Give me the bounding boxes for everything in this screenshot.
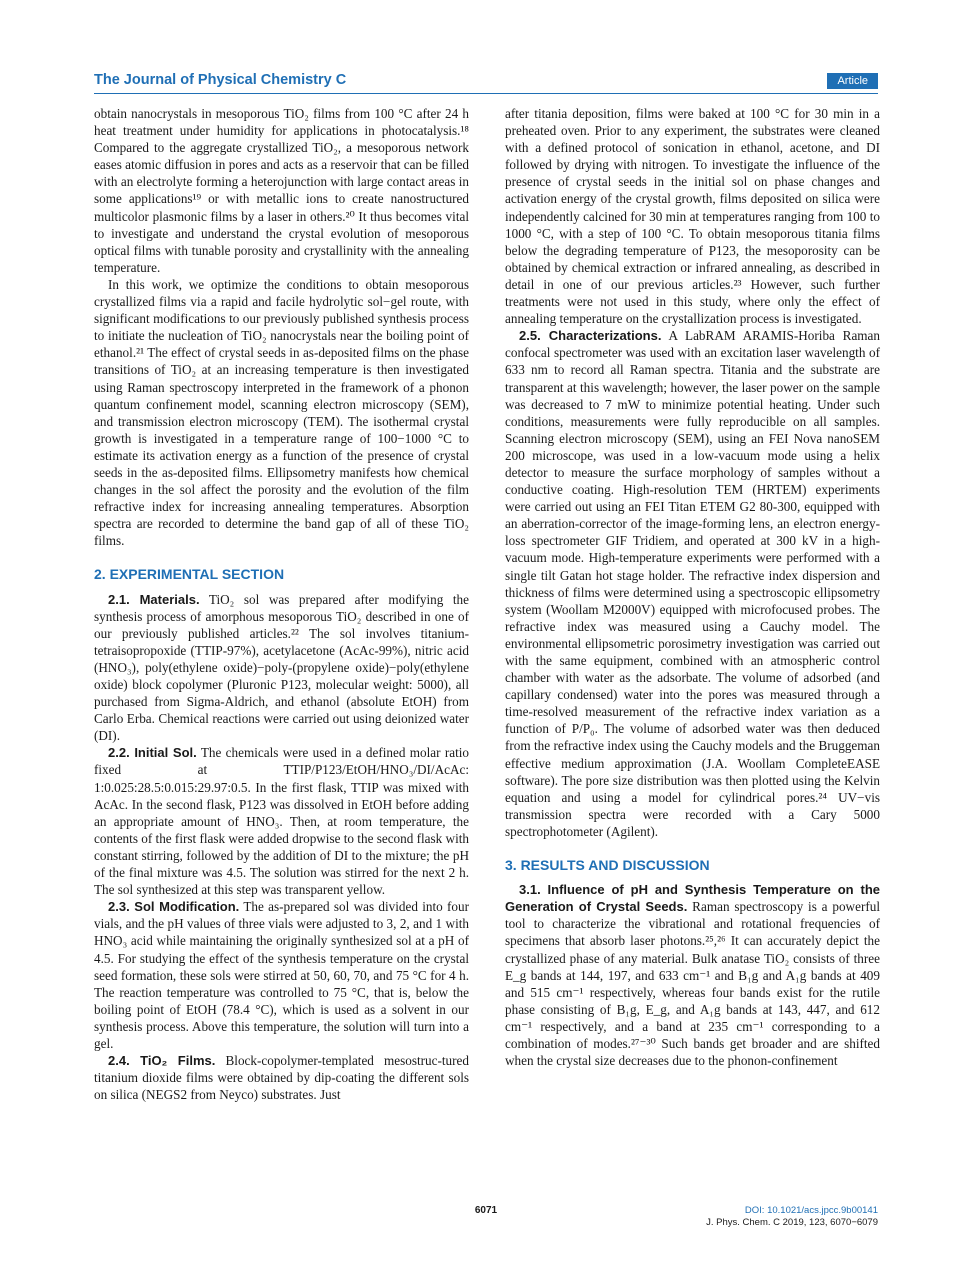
page-header	[94, 72, 878, 94]
sol-modification-heading: 2.3. Sol Modification.	[108, 899, 240, 915]
tio2-films-heading: 2.4. TiO₂ Films.	[108, 1053, 216, 1069]
section-heading-experimental: 2. EXPERIMENTAL SECTION	[94, 566, 285, 583]
footer-citation-block	[706, 1205, 878, 1229]
left-column	[94, 105, 469, 1103]
intro-paragraph-2: In this work, we optimize the conditions to obtain mesoporous crystallized films via a rapid and facile hydrolytic sol−gel route, with significant modifications to our previously published synthesis process to initiate the nucleation of TiO₂ nanocrystals near the boiling point of ethanol.²¹ The effect of crystal seeds in as-deposited films on the phase transitions of TiO₂ at an increasing temperature is then investigated using Raman spectroscopy interpreted in the framework of a phonon quantum confinement model, scanning electron microscopy (SEM), and transmission electron microscopy (TEM). The isothermal crystal growth is investigated in a temperature range of 100−1000 °C to estimate its activation energy as a function of the presence of crystal seeds in the as-deposited films. Ellipsometry manifests how chemical changes in the sol affect the porosity and the evolution of the film refractive index for increasing annealing temperatures. Absorption spectra are recorded to determine the band gap of all of these TiO₂ films.	[94, 276, 469, 549]
initial-sol-body: The chemicals were used in a defined molar ratio fixed at TTIP/P123/EtOH/HNO₃/DI/AcAc: 1:0.025:28.5:0.015:29.97:0.5. In the first flask, TTIP was mixed with AcAc. In the second flask, P123 was dissolved in EtOH before adding an appropriate amount of HNO₃. Then, at room temperature, the contents of the first flask were added dropwise to the second flask with constant stirring, followed by the addition of DI to the mixture; the pH of the final mixture was 4.5. The solution was stirred for the next 2 h. The sol synthesized at this step was transparent yellow.	[94, 745, 470, 898]
journal-title: The Journal of Physical Chemistry C	[94, 72, 347, 88]
sol-modification-body: The as-prepared sol was divided into four vials, and the pH values of three vials were adjusted to 3, 2, and 1 with HNO₃ acid while maintaining the originally synthesized sol at a pH of 4.5. For studying the effect of the synthesis temperature on the crystal seed formation, these sols were stirred at 50, 60, 70, and 75 °C for 4 h. The reaction temperature was controlled to 75 °C, that is, below the boiling point of EtOH (78.4 °C), which is used as a solvent in our synthesis process. Above this temperature, the solution will turn into a gel.	[94, 899, 469, 1051]
crystal-seeds-heading: 3.1. Influence of pH and Synthesis Temperature on the Generation of Crystal Seeds.	[505, 882, 880, 915]
right-column	[505, 105, 880, 1069]
doi-link[interactable]: DOI: 10.1021/acs.jpcc.9b00141	[744, 1205, 878, 1216]
header-rule	[94, 93, 878, 94]
journal-citation: J. Phys. Chem. C 2019, 123, 6070−6079	[706, 1217, 878, 1228]
films-continued-paragraph: after titania deposition, films were baked at 100 °C for 30 min in a preheated oven. Prior to any experiment, the substrates were cleaned with a defined protocol of sonication in ethanol, acetone, and DI followed by drying with nitrogen. To investigate the influence of the presence of crystal seeds in the initial sol on phase changes and activation energy of the crystal growth, films deposited on silica were independently calcined for 30 min at temperatures ranging from 100 to 1000 °C, with a step of 100 °C. To obtain mesoporous titania films below the degrading temperature of P123, the mesoporosity can be obtained by chemical extraction or infrared annealing, as described in detail in one of our previous articles.²³ However, such further treatments were not used in this study, where only the effect of annealing temperature on the crystallization process is investigated.	[505, 106, 880, 327]
characterizations-heading: 2.5. Characterizations.	[519, 328, 662, 344]
article-badge: Article	[827, 73, 878, 89]
sol-modification-paragraph	[94, 898, 469, 1052]
materials-paragraph	[94, 591, 469, 745]
intro-paragraph-1: obtain nanocrystals in mesoporous TiO₂ films from 100 °C after 24 h heat treatment under humidity for applications in photocatalysis.¹⁸ Compared to the aggregate crystallized TiO₂, a mesoporous network eases atomic diffusion in pores and acts as a reservoir that can be filled with an electrolyte forming a heterojunction with large contact areas in some applications¹⁹ or with metallic ions to create nanostructured multicolor plasmonic films by a laser in others.²⁰ It thus becomes vital to investigate and understand the crystal evolution of mesoporous optical films with tunable porosity and crystallinity with the annealing temperature.	[94, 106, 469, 275]
initial-sol-heading: 2.2. Initial Sol.	[108, 745, 197, 761]
initial-sol-paragraph	[94, 744, 469, 898]
characterizations-body: A LabRAM ARAMIS-Horiba Raman confocal spectrometer was used with an excitation laser wavelength of 633 nm to record all Raman spectra. Titania and the substrate are transparent at this wavelength; however, the laser power on the sample was decreased to 7 mW to minimize potential heating. Under such conditions, measurements were fully reproducible on all samples. Scanning electron microscopy (SEM), using an FEI Nova nanoSEM 200 microscope, was used in a low-vacuum mode using a helix detector to measure the surface morphology of samples without a conductive coating. High-resolution TEM (HRTEM) experiments were carried out using an FEI Titan ETEM G2 80-300, equipped with an aberration-corrector of the image-forming lens, an electron energy-loss spectrometer GIF Tridiem, and operated at 300 kV in a high-vacuum mode. High-temperature experiments were performed with a single tilt Gatan hot stage holder. The refractive index dispersion and thickness of films were determined using a spectroscopic ellipsometry system (Woollam M2000V) equipped with microfocused probes. The refractive index was measured using a Cauchy model. The environmental ellipsometric porosimetry investigation was carried out with the same equipment, combined with an atmospheric control chamber with water as the adsorbate. The volume of adsorbed (and capillary condensed) water into the pores was measured through a time-resolved measurement of the refractive index variation as a function of P/P₀. The volume of adsorbed water was then deduced from the refractive index using the Cauchy models and the Bruggeman effective medium approximation (J.A. Woollam CompleteEASE software). The pore size distribution was then plotted using the Kelvin equation and using a model for cylindrical pores.²⁴ UV−vis transmission spectra were recorded with a Cary 5000 spectrophotometer (Agilent).	[505, 328, 880, 839]
section-heading-results: 3. RESULTS AND DISCUSSION	[505, 857, 710, 874]
tio2-films-body: Block-copolymer-templated mesostruc-tured titanium dioxide films were obtained by dip-coating the different sols on silica (NEGS2 from Neyco) substrates. Just	[94, 1053, 469, 1103]
materials-body: TiO₂ sol was prepared after modifying the synthesis process of amorphous mesoporous TiO₂ described in one of our previously published articles.²² The sol involves titanium-tetraisopropoxide (TTIP-97%), acetylacetone (AcAc-99%), nitric acid (HNO₃), poly(ethylene oxide)−poly-(propylene oxide)−poly(ethylene oxide) block copolymer (Pluronic P123, molecular weight: 5000), all purchased from Sigma-Aldrich, and ethanol (absolute EtOH) from Carlo Erba. Chemical reactions were carried out using deionized water (DI).	[94, 591, 469, 744]
characterizations-paragraph	[505, 327, 880, 840]
crystal-seeds-paragraph	[505, 881, 880, 1069]
page-number: 6071	[474, 1205, 498, 1216]
crystal-seeds-body: Raman spectroscopy is a powerful tool to characterize the vibrational and rotational frequencies of specimens that absorb laser photons.²⁵,²⁶ It can accurately depict the crystallized phase of any material. Bulk anatase TiO₂ consists of three E_g bands at 144, 197, and 633 cm⁻¹ and B₁g and A₁g bands at 409 and 515 cm⁻¹ respectively, whereas four bands exist for the rutile phase consisting of B₁g, E_g, and A₁g bands at 143, 447, and 612 cm⁻¹ respectively, and a band at 235 cm⁻¹ corresponding to a combination of modes.²⁷⁻³⁰ Such bands get broader and are shifted when the crystal size decreases due to the phonon-confinement	[505, 899, 880, 1069]
tio2-films-paragraph	[94, 1052, 469, 1103]
materials-heading: 2.1. Materials.	[108, 591, 200, 607]
